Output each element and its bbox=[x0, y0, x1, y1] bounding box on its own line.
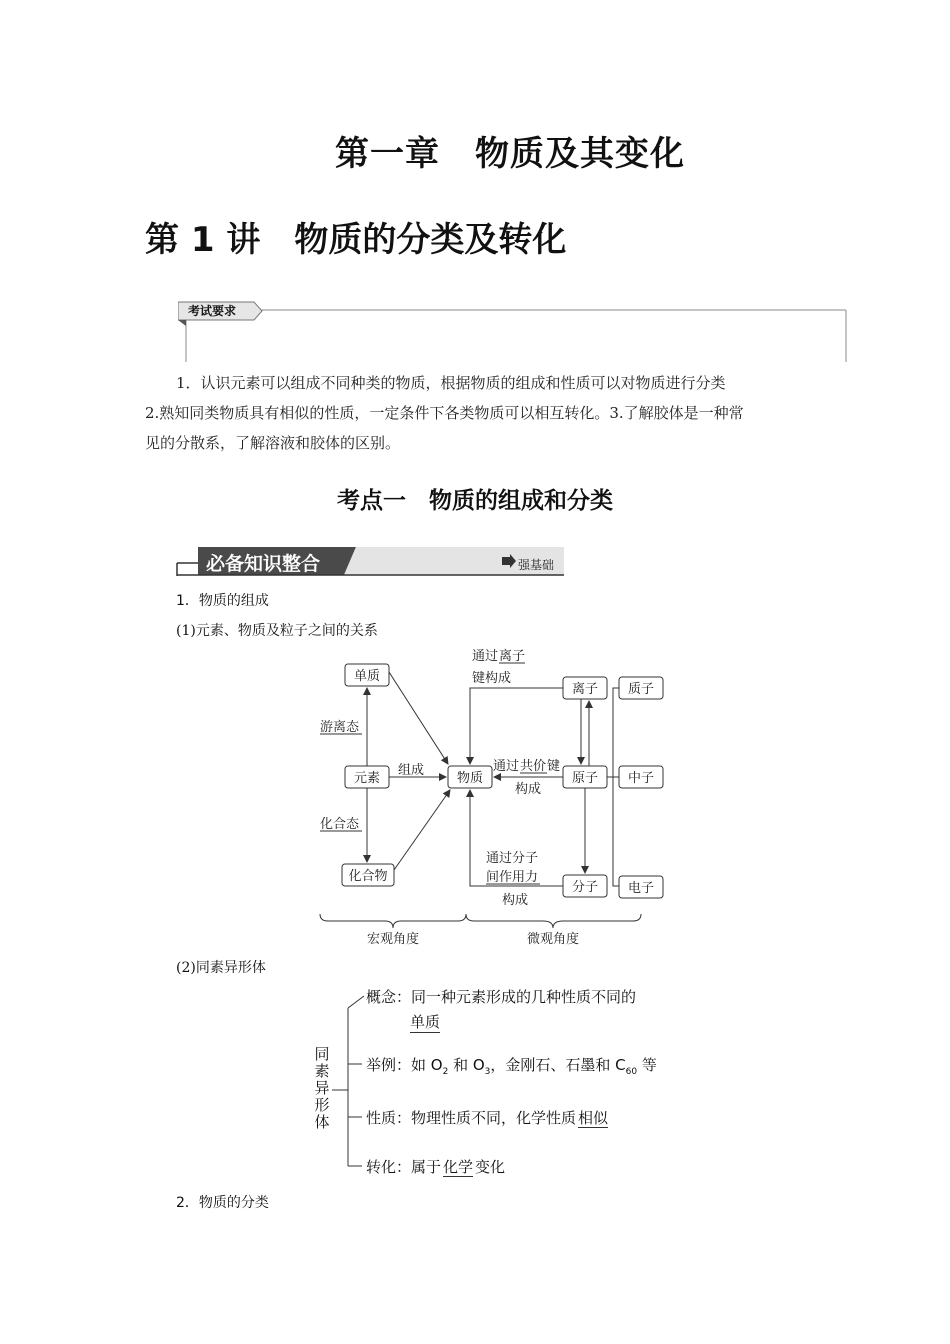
allotrope-root bbox=[313, 1046, 331, 1131]
label-fenzi-1: 通过分子 bbox=[486, 851, 539, 866]
relation-diagram bbox=[310, 640, 680, 950]
box-zhizi-label: 质子 bbox=[627, 682, 655, 697]
example-sub: 60 bbox=[625, 1067, 638, 1077]
allotrope-example bbox=[366, 1054, 657, 1077]
example-text: 如 O bbox=[411, 1056, 443, 1074]
transform-text: 属于 bbox=[411, 1158, 442, 1176]
box-lizi-label: 离子 bbox=[571, 682, 599, 697]
box-wuzhi-label: 物质 bbox=[456, 771, 484, 786]
example-text: ，金刚石、石墨和 C bbox=[490, 1056, 626, 1074]
item1-title: 1．物质的组成 bbox=[176, 593, 269, 609]
concept-text: 同一种元素形成的几种性质不同的 bbox=[411, 988, 637, 1006]
label-lizi-a: 通过 bbox=[472, 649, 499, 664]
section-title: 考点一 物质的组成和分类 bbox=[337, 488, 613, 514]
label-lizi-2: 键构成 bbox=[472, 671, 512, 686]
example-sub: 3 bbox=[484, 1067, 491, 1077]
chapter-title: 第一章 物质及其变化 bbox=[335, 134, 685, 174]
requirements-line-1: 1．认识元素可以组成不同种类的物质，根据物质的组成和性质可以对物质进行分类 bbox=[176, 374, 726, 392]
example-label: 举例： bbox=[366, 1056, 412, 1074]
banner-tag: 强基础 bbox=[518, 558, 555, 572]
requirements-box bbox=[178, 300, 850, 366]
item2-title: 2．物质的分类 bbox=[176, 1195, 269, 1211]
requirements-line-2: 2.熟知同类物质具有相似的性质，一定条件下各类物质可以相互转化。3.了解胶体是一种常 bbox=[145, 404, 744, 422]
lecture-title: 第 1 讲 物质的分类及转化 bbox=[145, 220, 567, 260]
allotrope-property bbox=[366, 1107, 608, 1128]
requirements-tag: 考试要求 bbox=[188, 304, 237, 318]
requirements-line-3: 见的分散系，了解溶液和胶体的区别。 bbox=[145, 434, 401, 452]
label-gongjia-a: 通过 bbox=[493, 759, 520, 774]
label-hongguan: 宏观角度 bbox=[366, 932, 420, 947]
root-char: 同 bbox=[314, 1045, 330, 1063]
root-char: 素 bbox=[314, 1062, 330, 1080]
label-gongjia-2: 构成 bbox=[515, 782, 542, 797]
banner-title: 必备知识整合 bbox=[206, 553, 321, 575]
concept-label: 概念： bbox=[366, 988, 412, 1006]
transform-suffix: 变化 bbox=[475, 1158, 506, 1176]
property-text: 物理性质不同，化学性质 bbox=[411, 1109, 577, 1127]
label-lizi-b: 离子 bbox=[499, 649, 526, 664]
root-char: 体 bbox=[314, 1113, 330, 1131]
label-huahetai: 化合态 bbox=[320, 817, 360, 832]
item1-sub1: (1)元素、物质及粒子之间的关系 bbox=[176, 623, 378, 639]
box-yuansu-label: 元素 bbox=[353, 771, 381, 786]
label-fenzi-3: 构成 bbox=[502, 893, 529, 908]
property-answer: 相似 bbox=[578, 1109, 609, 1127]
allotrope-bracket bbox=[330, 990, 370, 1170]
example-text: 等 bbox=[637, 1056, 657, 1074]
example-sub: 2 bbox=[442, 1067, 449, 1077]
box-fenzi-label: 分子 bbox=[571, 880, 599, 895]
label-fenzi-2: 间作用力 bbox=[486, 870, 539, 885]
label-zucheng: 组成 bbox=[398, 763, 425, 778]
box-yuanzi-label: 原子 bbox=[571, 771, 599, 786]
concept-answer: 单质 bbox=[410, 1013, 441, 1031]
root-char: 形 bbox=[314, 1096, 330, 1114]
label-weiguan: 微观角度 bbox=[526, 932, 580, 947]
box-zhongzi-label: 中子 bbox=[627, 771, 655, 786]
transform-answer: 化学 bbox=[443, 1158, 474, 1176]
label-gongjia-b: 共价 bbox=[520, 759, 547, 774]
label-gongjia-c: 键 bbox=[547, 759, 561, 774]
box-danzhi-label: 单质 bbox=[353, 669, 381, 684]
item1-sub2: (2)同素异形体 bbox=[176, 960, 266, 976]
example-text: 和 O bbox=[448, 1056, 485, 1074]
allotrope-transform bbox=[366, 1156, 505, 1177]
box-dianzi-label: 电子 bbox=[627, 881, 655, 896]
allotrope-concept bbox=[366, 986, 636, 1007]
property-label: 性质： bbox=[366, 1109, 412, 1127]
brace-weiguan bbox=[466, 914, 641, 928]
transform-label: 转化： bbox=[366, 1158, 412, 1176]
label-youlitai: 游离态 bbox=[320, 720, 360, 735]
box-huahewu-label: 化合物 bbox=[348, 869, 388, 884]
root-char: 异 bbox=[314, 1079, 330, 1097]
brace-hongguan bbox=[320, 914, 466, 928]
